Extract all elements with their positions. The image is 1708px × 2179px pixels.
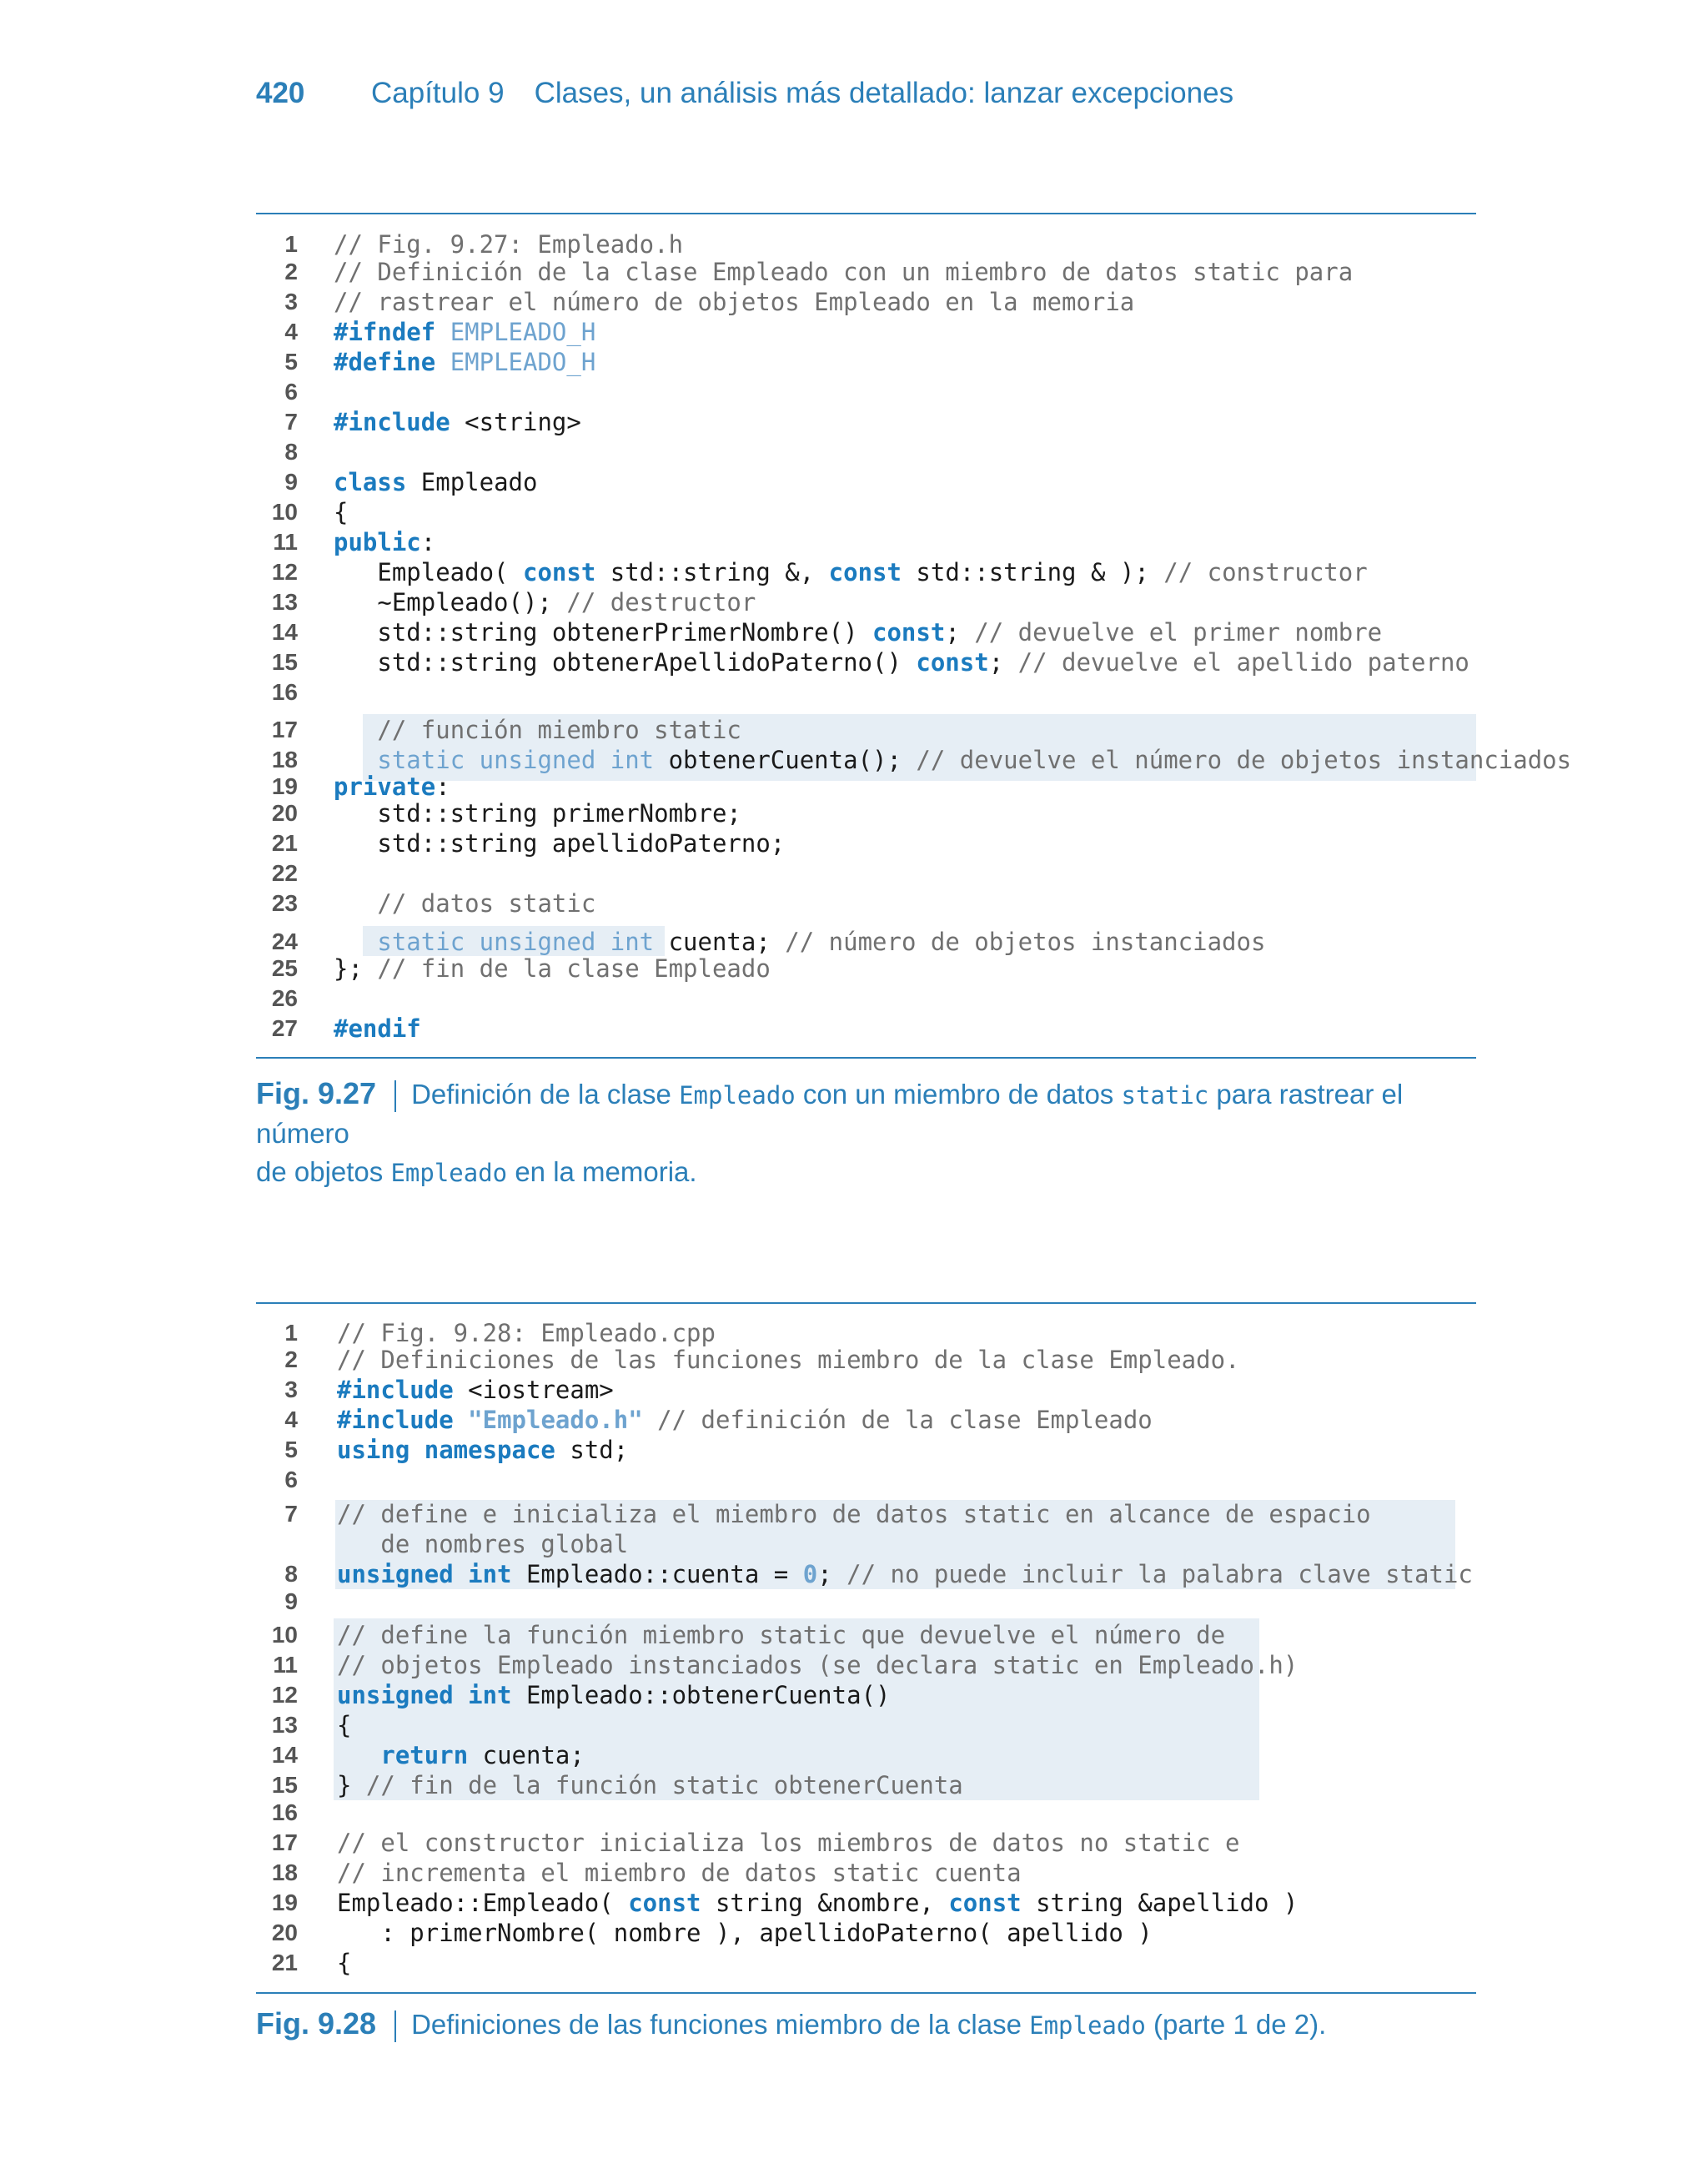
code-token: Empleado (406, 468, 538, 496)
line-number: 14 (271, 619, 298, 645)
line-number: 4 (284, 1407, 298, 1432)
code-token: std::string apellidoPaterno; (334, 829, 786, 858)
line-number: 24 (271, 928, 298, 954)
code-token: : primerNombre( nombre ), apellidoPaterno( apellido ) (337, 1919, 1153, 1947)
line-number: 7 (284, 1501, 298, 1527)
code-token: // devuelve el apellido paterno (1017, 648, 1469, 677)
line-number: 13 (271, 1712, 298, 1738)
code-token: // incrementa el miembro de datos static cuenta (337, 1859, 1022, 1887)
line-number: 2 (284, 1346, 298, 1372)
line-number: 5 (284, 349, 298, 375)
code-token: // define la función miembro static que devuelve el número de (337, 1621, 1226, 1649)
code-token: static unsigned int (377, 746, 655, 774)
caption-text: Definición de la clase (411, 1079, 680, 1110)
code-token: EMPLEADO_H (450, 318, 596, 346)
code-token: #include (334, 408, 450, 436)
code-text (337, 1405, 1153, 1435)
line-number: 12 (271, 559, 298, 585)
code-token: Empleado::Empleado( (337, 1889, 629, 1917)
code-token: #define (334, 348, 436, 376)
code-text (337, 1710, 351, 1740)
line-number: 2 (284, 259, 298, 284)
code-token: string &apellido ) (1021, 1889, 1299, 1917)
code-token: 0 (802, 1560, 818, 1588)
code-token: { (337, 1711, 352, 1739)
code-token: // función miembro static (377, 716, 741, 744)
line-number: 16 (271, 1799, 298, 1825)
code-token: // constructor (1163, 558, 1368, 586)
code-token: ; (817, 1560, 847, 1588)
line-number: 22 (271, 860, 298, 886)
caption-text: en la memoria. (507, 1156, 697, 1187)
code-token: de nombres global (337, 1530, 629, 1558)
code-token: std; (555, 1436, 629, 1464)
code-token: // el constructor inicializa los miembros de datos no static e (337, 1829, 1240, 1857)
code-token: // Fig. 9.28: Empleado.cpp (337, 1319, 716, 1347)
code-token: std::string &, (595, 558, 829, 586)
code-text (337, 1858, 1022, 1888)
code-token: std::string primerNombre; (334, 799, 741, 828)
line-number: 26 (271, 985, 298, 1011)
line-number: 14 (271, 1742, 298, 1768)
code-token: <string> (450, 408, 581, 436)
code-token: cuenta; (654, 928, 786, 956)
line-number: 20 (271, 1920, 298, 1945)
code-token: #include (337, 1406, 454, 1434)
code-token: public (334, 528, 421, 556)
code-token: std::string obtenerPrimerNombre() (334, 618, 873, 647)
figure-label: Fig. 9.28 (256, 2006, 377, 2041)
code-token: // devuelve el primer nombre (974, 618, 1383, 647)
code-token: // número de objetos instanciados (785, 928, 1266, 956)
code-token: const (916, 648, 989, 677)
code-text (337, 1948, 351, 1978)
line-number: 18 (271, 1859, 298, 1885)
code-token: // datos static (377, 889, 596, 918)
code-token: EMPLEADO_H (450, 348, 596, 376)
line-number: 17 (271, 717, 298, 742)
code-token: static unsigned int (377, 928, 655, 956)
code-text (337, 1918, 1153, 1948)
caption-text: Definiciones de las funciones miembro de la clase (411, 2009, 1030, 2040)
line-number: 8 (284, 1561, 298, 1587)
code-token: // Definición de la clase Empleado con un miembro de datos static para (334, 258, 1354, 286)
code-token: #include (337, 1376, 454, 1404)
line-number: 11 (273, 529, 298, 555)
line-number: 18 (271, 747, 298, 772)
code-token: : (420, 528, 436, 556)
caption-text: para rastrear el número (256, 1079, 1404, 1149)
line-number: 9 (284, 1588, 298, 1614)
code-token: Empleado::cuenta = (511, 1560, 803, 1588)
code-token: cuenta; (468, 1741, 585, 1769)
line-number: 3 (284, 1376, 298, 1402)
code-text (337, 1620, 1225, 1650)
line-number: 13 (271, 589, 298, 615)
code-text (337, 1375, 614, 1405)
line-number: 12 (271, 1682, 298, 1708)
code-token: using namespace (337, 1436, 555, 1464)
line-number: 1 (284, 1320, 298, 1346)
code-token: // fin de la función static obtenerCuenta (365, 1771, 963, 1799)
line-number: 11 (273, 1652, 298, 1678)
code-text (337, 1529, 628, 1559)
code-token: // rastrear el número de objetos Empleado en la memoria (334, 288, 1135, 316)
line-number: 6 (284, 1467, 298, 1492)
code-token: // definición de la clase Empleado (657, 1406, 1153, 1434)
line-number: 15 (271, 1772, 298, 1798)
line-number: 21 (271, 1950, 298, 1975)
code-token: #endif (334, 1014, 421, 1043)
line-number: 15 (271, 649, 298, 675)
code-token: string &nombre, (701, 1889, 949, 1917)
code-token: { (334, 498, 349, 526)
line-number: 19 (271, 773, 298, 799)
code-text (337, 1318, 716, 1348)
code-text (337, 1888, 1298, 1918)
code-token: // objetos Empleado instanciados (se declara static en Empleado.h) (337, 1651, 1299, 1679)
chapter-label: Capítulo 9 (371, 77, 505, 109)
code-token: // Fig. 9.27: Empleado.h (334, 230, 684, 259)
figure-caption-9-28 (256, 2005, 1476, 2045)
code-token (337, 1741, 380, 1769)
code-text (337, 1740, 585, 1770)
code-token: private (334, 772, 436, 801)
caption-code: static (1121, 1081, 1209, 1110)
line-number: 8 (284, 439, 298, 465)
code-token: unsigned int (337, 1560, 512, 1588)
line-number: 16 (271, 679, 298, 705)
code-token: Empleado::obtenerCuenta() (511, 1681, 891, 1709)
line-number: 23 (271, 890, 298, 916)
line-number: 1 (284, 231, 298, 257)
code-token: const (828, 558, 902, 586)
code-token (643, 1406, 657, 1434)
code-token: <iostream> (453, 1376, 614, 1404)
code-token: std::string & ); (901, 558, 1164, 586)
line-number: 19 (271, 1890, 298, 1915)
line-number: 25 (271, 955, 298, 981)
code-token: : (435, 772, 450, 801)
code-token (454, 1406, 468, 1434)
code-token: // devuelve el número de objetos instanciados (916, 746, 1572, 774)
chapter-title: Clases, un análisis más detallado: lanzar excepciones (534, 77, 1234, 109)
code-token: class (334, 468, 407, 496)
code-token: }; (334, 954, 378, 983)
bottom-rule (256, 1992, 1476, 1994)
caption-text: (parte 1 de 2). (1145, 2009, 1327, 2040)
code-token: unsigned int (337, 1681, 512, 1709)
line-number: 4 (284, 319, 298, 345)
line-number: 20 (271, 800, 298, 826)
line-number: 21 (271, 830, 298, 856)
top-rule (256, 1302, 1476, 1304)
caption-code: Empleado (1029, 2011, 1146, 2040)
code-token: // destructor (566, 588, 756, 616)
caption-code: Empleado (390, 1159, 508, 1187)
code-token: return (380, 1741, 469, 1769)
code-text (337, 1499, 1371, 1529)
line-number: 27 (271, 1015, 298, 1041)
figure-label: Fig. 9.27 (256, 1076, 377, 1110)
code-token: "Empleado.h" (468, 1406, 643, 1434)
line-number: 6 (284, 379, 298, 405)
code-text (337, 1435, 628, 1465)
code-token: ~Empleado(); (334, 588, 567, 616)
code-token: const (522, 558, 596, 586)
code-token: const (948, 1889, 1022, 1917)
line-number: 17 (271, 1829, 298, 1855)
code-token: std::string obtenerApellidoPaterno() (334, 648, 917, 677)
page-number: 420 (256, 77, 305, 109)
code-text (337, 1345, 1240, 1375)
caption-code: Empleado (679, 1081, 796, 1110)
code-token: #ifndef (334, 318, 436, 346)
caption-separator (394, 2010, 396, 2042)
code-token: ; (945, 618, 975, 647)
caption-text: de objetos (256, 1156, 391, 1187)
code-token: // define e inicializa el miembro de datos static en alcance de espacio (337, 1500, 1371, 1528)
line-number: 3 (284, 289, 298, 315)
code-text (337, 1770, 963, 1800)
code-text (337, 1650, 1298, 1680)
code-token: ; (988, 648, 1018, 677)
caption-text: con un miembro de datos (795, 1079, 1122, 1110)
code-token: const (628, 1889, 701, 1917)
code-token: // no puede incluir la palabra clave static (846, 1560, 1473, 1588)
code-text (337, 1680, 890, 1710)
code-token: // Definiciones de las funciones miembro de la clase Empleado. (337, 1346, 1240, 1374)
code-token: { (337, 1949, 352, 1977)
code-token: } (337, 1771, 366, 1799)
code-token: // fin de la clase Empleado (377, 954, 771, 983)
line-number: 10 (271, 499, 298, 525)
code-text (337, 1559, 1473, 1589)
line-number: 10 (271, 1622, 298, 1648)
line-number: 9 (284, 469, 298, 495)
line-number: 5 (284, 1437, 298, 1462)
code-listing-fig-9-28 (256, 0, 1476, 2002)
code-token: Empleado( (334, 558, 523, 586)
code-text (337, 1828, 1240, 1858)
code-token: const (872, 618, 946, 647)
line-number: 7 (284, 409, 298, 435)
code-token: obtenerCuenta(); (654, 746, 917, 774)
